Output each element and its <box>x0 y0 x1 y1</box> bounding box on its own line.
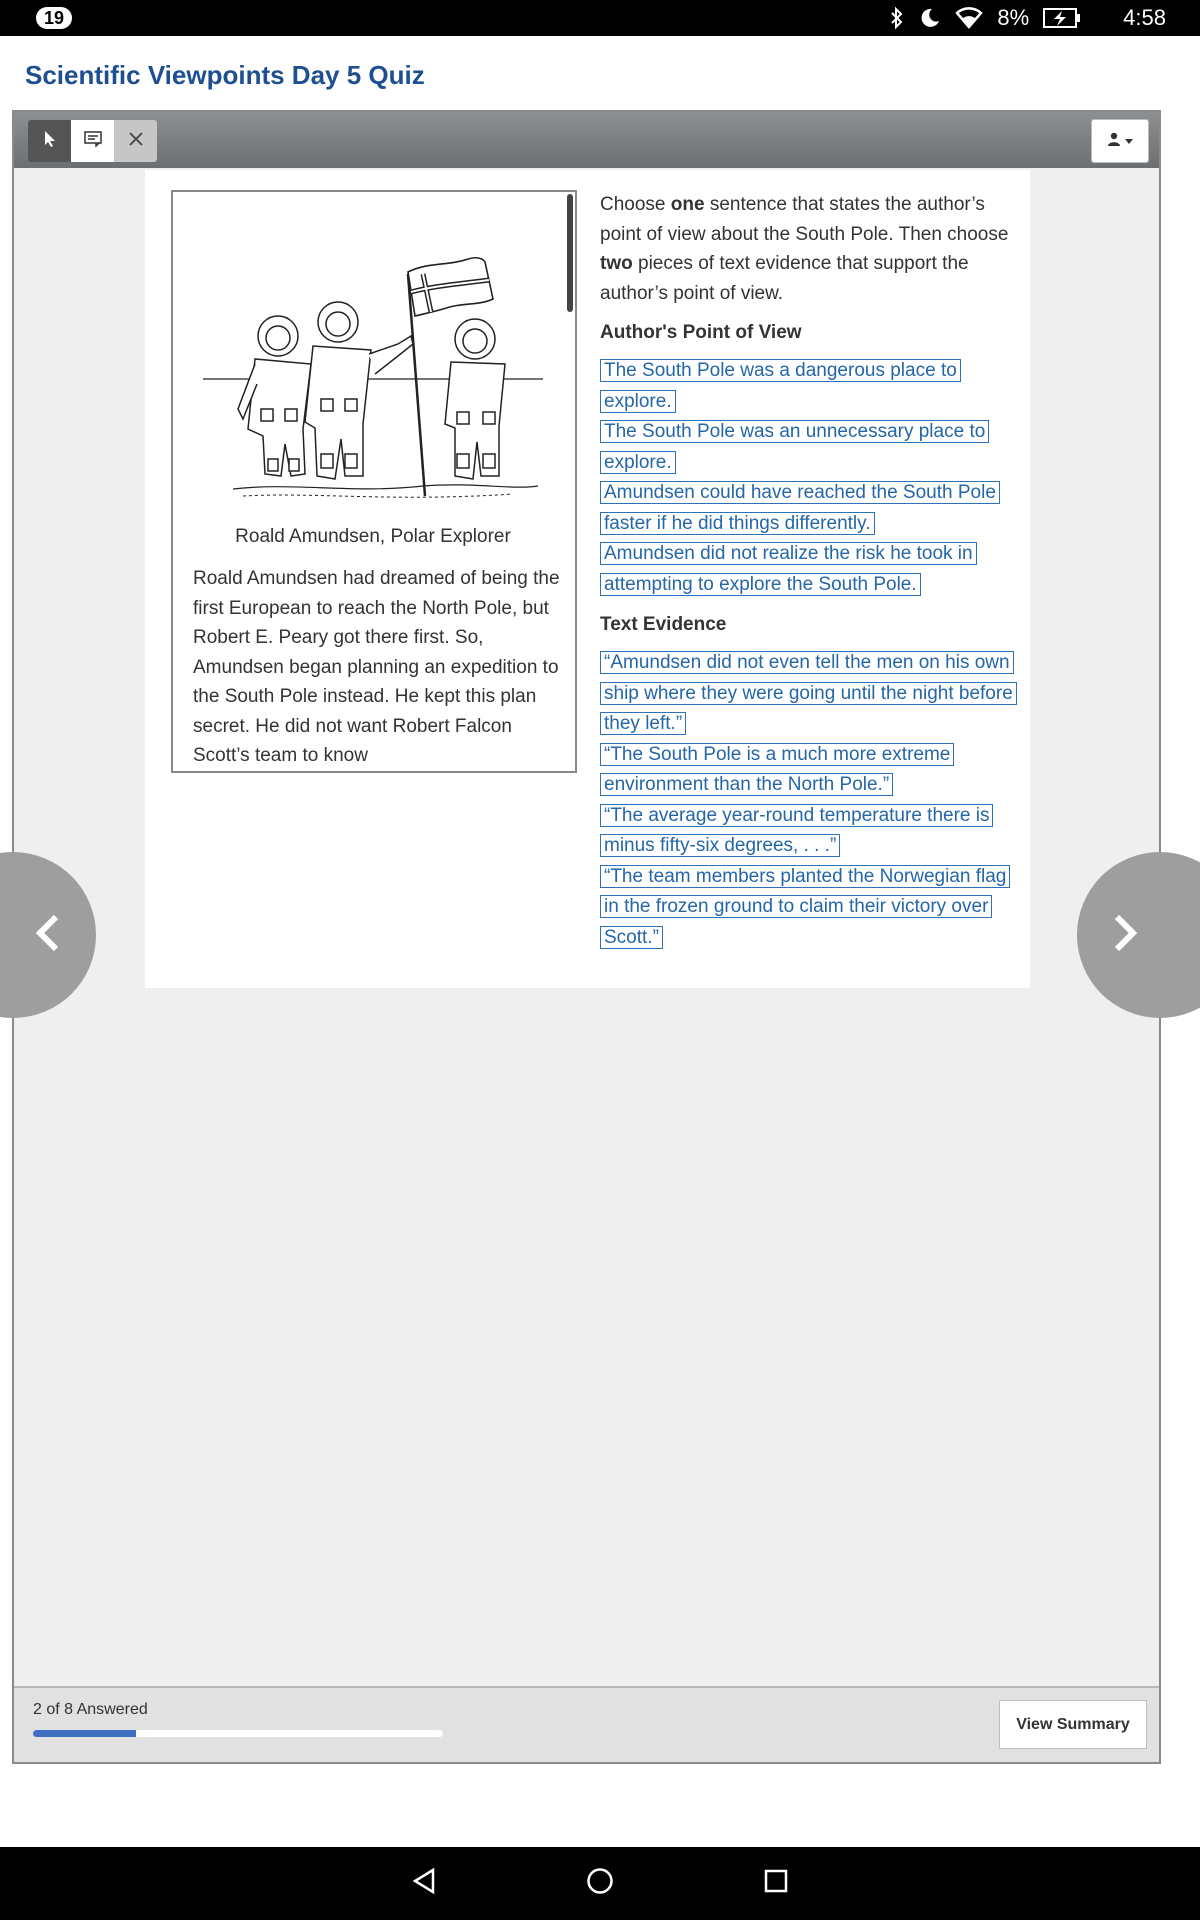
notification-count-badge: 19 <box>36 7 72 29</box>
prompt-part: pieces of text evidence that support the author’s point of view. <box>600 253 969 304</box>
recents-icon[interactable] <box>764 1869 788 1898</box>
pointer-icon <box>43 130 57 153</box>
prompt-emphasis-one: one <box>670 194 705 215</box>
previous-question-button[interactable] <box>0 852 96 1018</box>
home-icon[interactable] <box>586 1867 614 1900</box>
back-icon[interactable] <box>412 1868 436 1899</box>
pov-choice[interactable]: Amundsen did not realize the risk he took in attempting to explore the South Pole. <box>600 542 977 596</box>
chevron-left-icon <box>34 913 60 958</box>
evidence-choice[interactable]: “The South Pole is a much more extreme environment than the North Pole.” <box>600 743 954 797</box>
do-not-disturb-icon <box>919 7 941 29</box>
battery-charging-icon <box>1043 7 1081 29</box>
quiz-title: Scientific Viewpoints Day 5 Quiz <box>25 60 425 90</box>
close-tool-button[interactable] <box>114 120 157 162</box>
user-icon <box>1107 132 1121 151</box>
answered-progress-fill <box>33 1730 136 1737</box>
pov-heading: Author's Point of View <box>600 322 802 343</box>
prompt-emphasis-two: two <box>600 253 633 274</box>
evidence-choice[interactable]: “The team members planted the Norwegian flag in the frozen ground to claim their victory over Scott.” <box>600 865 1010 949</box>
tool-group <box>28 120 157 162</box>
pov-choice[interactable]: The South Pole was a dangerous place to explore. <box>600 359 961 413</box>
question-area <box>600 190 1015 953</box>
prompt-part: Choose <box>600 194 671 215</box>
user-menu-button[interactable] <box>1091 119 1149 163</box>
system-navigation-bar <box>0 1847 1200 1920</box>
pov-choices <box>600 356 1015 600</box>
pov-choice[interactable]: The South Pole was an unnecessary place to explore. <box>600 420 989 474</box>
question-panel <box>145 170 1030 988</box>
passage-text: Roald Amundsen had dreamed of being the first European to reach the North Pole, but Robert E. Peary got there first. So, Amundsen began planning an expedition to the South Pole instead. He kept this plan secret. He did not want Robert Falcon Scott’s team to know <box>193 568 560 766</box>
chevron-down-icon <box>1125 132 1133 150</box>
passage-scrollbar[interactable] <box>567 194 573 312</box>
wifi-icon <box>955 7 983 29</box>
battery-percent: 8% <box>997 5 1030 30</box>
clock: 4:58 <box>1123 5 1166 30</box>
polar-explorers-illustration <box>193 214 553 514</box>
bluetooth-icon <box>889 6 905 30</box>
pointer-tool-button[interactable] <box>28 120 71 162</box>
evidence-choices <box>600 648 1015 953</box>
note-tool-button[interactable] <box>71 120 114 162</box>
next-question-button[interactable] <box>1077 852 1200 1018</box>
pov-choice[interactable]: Amundsen could have reached the South Pole faster if he did things differently. <box>600 481 1000 535</box>
chevron-right-icon <box>1113 913 1139 958</box>
evidence-heading: Text Evidence <box>600 614 727 635</box>
view-summary-button[interactable]: View Summary <box>999 1700 1147 1749</box>
close-icon <box>129 132 143 151</box>
quiz-frame <box>12 110 1161 1764</box>
quiz-footer <box>14 1686 1159 1762</box>
illustration-caption: Roald Amundsen, Polar Explorer <box>235 526 511 547</box>
note-icon <box>84 131 102 152</box>
prompt-part: sentence that states the author’s point of view about the South Pole. Then choose <box>600 194 1009 245</box>
toolbar <box>14 112 1159 168</box>
status-bar <box>0 0 1200 36</box>
evidence-choice[interactable]: “Amundsen did not even tell the men on his own ship where they were going until the night before they left.” <box>600 651 1017 735</box>
question-prompt <box>600 190 1015 308</box>
evidence-choice[interactable]: “The average year-round temperature there is minus fifty-six degrees, . . .” <box>600 804 993 858</box>
answered-progress-bar <box>33 1730 443 1737</box>
passage-box[interactable] <box>171 190 577 773</box>
answered-count: 2 of 8 Answered <box>33 1701 148 1718</box>
